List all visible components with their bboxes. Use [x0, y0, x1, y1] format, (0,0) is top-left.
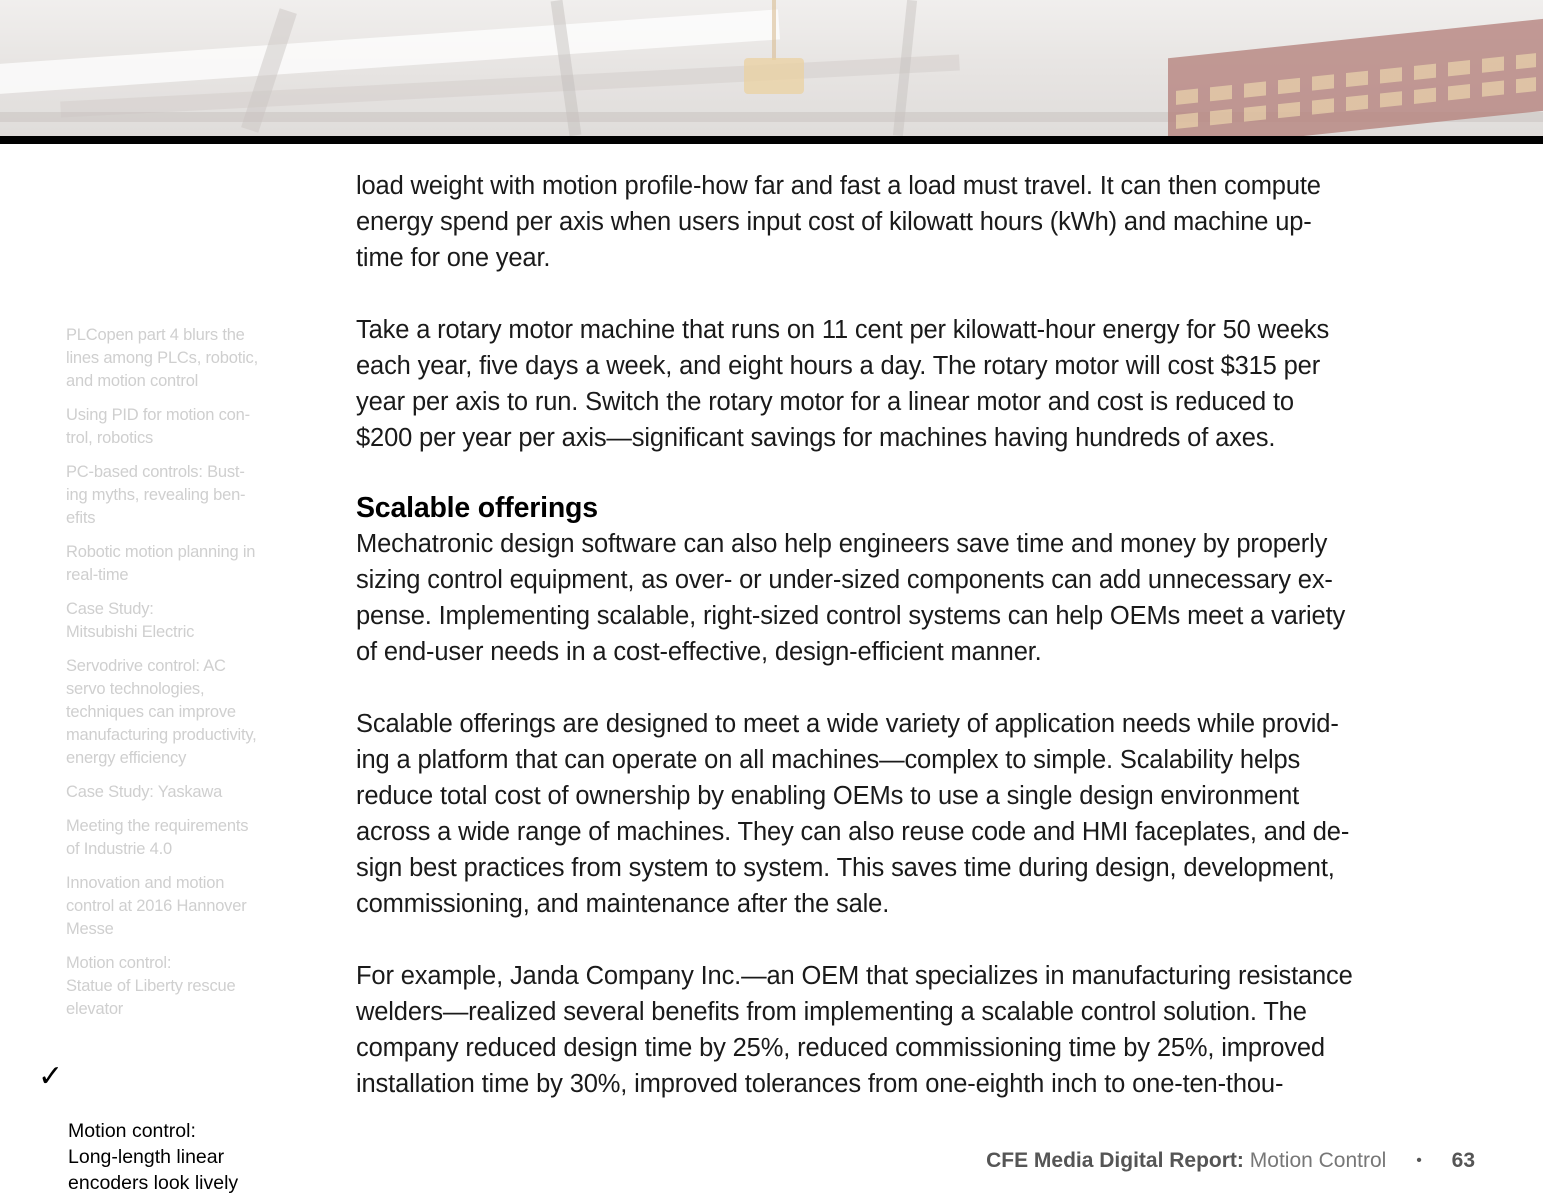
article-paragraph-1: load weight with motion profile-how far and fast a load must travel. It can then compute energy spend per axis when users input cost of kilowatt hours (kWh) and machine up- time for one year. [356, 172, 1321, 272]
nav-item-hannover[interactable]: Innovation and motion control at 2016 Hannover Messe [66, 874, 247, 938]
nav-item-servodrive[interactable]: Servodrive control: AC servo technologies, techniques can improve manufacturing productivity, energy efficiency [66, 657, 257, 767]
nav-item-robotic-planning[interactable]: Robotic motion planning in real-time [66, 543, 256, 584]
sidebar-nav [38, 324, 286, 1194]
footer-section: Motion Control [1249, 1149, 1387, 1172]
header-divider [0, 136, 1543, 144]
nav-item-current-label: Motion control: Long-length linear encoders look lively [68, 1120, 239, 1194]
article-paragraph-3: Mechatronic design software can also help engineers save time and money by properly sizing control equipment, as over- or under-sized components can add unnecessary ex- pense. Implementing scalable, right-sized control systems can help OEMs meet a variety of end-user needs in a cost-effective, design-efficient manner. [356, 530, 1346, 666]
article-body [356, 168, 1486, 1102]
nav-item-industrie-4[interactable]: Meeting the requirements of Industrie 4.0 [66, 817, 249, 858]
nav-item-yaskawa[interactable]: Case Study: Yaskawa [66, 783, 223, 801]
page-footer [986, 1146, 1475, 1176]
article-paragraph-5: For example, Janda Company Inc.—an OEM that specializes in manufacturing resistance welders—realized several benefits from implementing a scalable control solution. The company reduced design time by 25%, reduced commissioning time by 25%, improved installation time by 30%, improved tolerances from one-eighth inch to one-ten-thou- [356, 962, 1353, 1098]
page-number: 63 [1451, 1149, 1475, 1172]
nav-item-pid[interactable]: Using PID for motion con- trol, robotics [66, 406, 250, 447]
nav-item-current-encoders[interactable] [38, 1059, 239, 1196]
checkmark-icon: ✓ [38, 1059, 64, 1094]
footer-publication: CFE Media Digital Report: [986, 1149, 1244, 1172]
header-banner-image [0, 0, 1543, 136]
footer-bullet: • [1416, 1152, 1422, 1169]
nav-item-mitsubishi[interactable]: Case Study: Mitsubishi Electric [66, 600, 195, 641]
nav-item-pc-controls[interactable]: PC-based controls: Bust- ing myths, revealing ben- efits [66, 463, 246, 527]
section-heading: Scalable offerings [356, 492, 598, 524]
article-paragraph-2: Take a rotary motor machine that runs on 11 cent per kilowatt-hour energy for 50 weeks each year, five days a week, and eight hours a day. The rotary motor will cost $315 per year per axis to run. Switch the rotary motor for a linear motor and cost is reduced to $200 per year per axis—significant savings for machines having hundreds of axes. [356, 316, 1330, 452]
article-paragraph-4: Scalable offerings are designed to meet a wide variety of application needs while provid- ing a platform that can operate on all machines—complex to simple. Scalability helps reduce total cost of ownership by enabling OEMs to use a single design environment across a wide range of machines. They can also reuse code and HMI faceplates, and de- sign best practices from system to system. This saves time during design, development, commissioning, and maintenance after the sale. [356, 710, 1350, 918]
nav-item-plcopen[interactable]: PLCopen part 4 blurs the lines among PLCs, robotic, and motion control [66, 326, 258, 390]
nav-item-statue-liberty[interactable]: Motion control: Statue of Liberty rescue elevator [66, 954, 236, 1018]
